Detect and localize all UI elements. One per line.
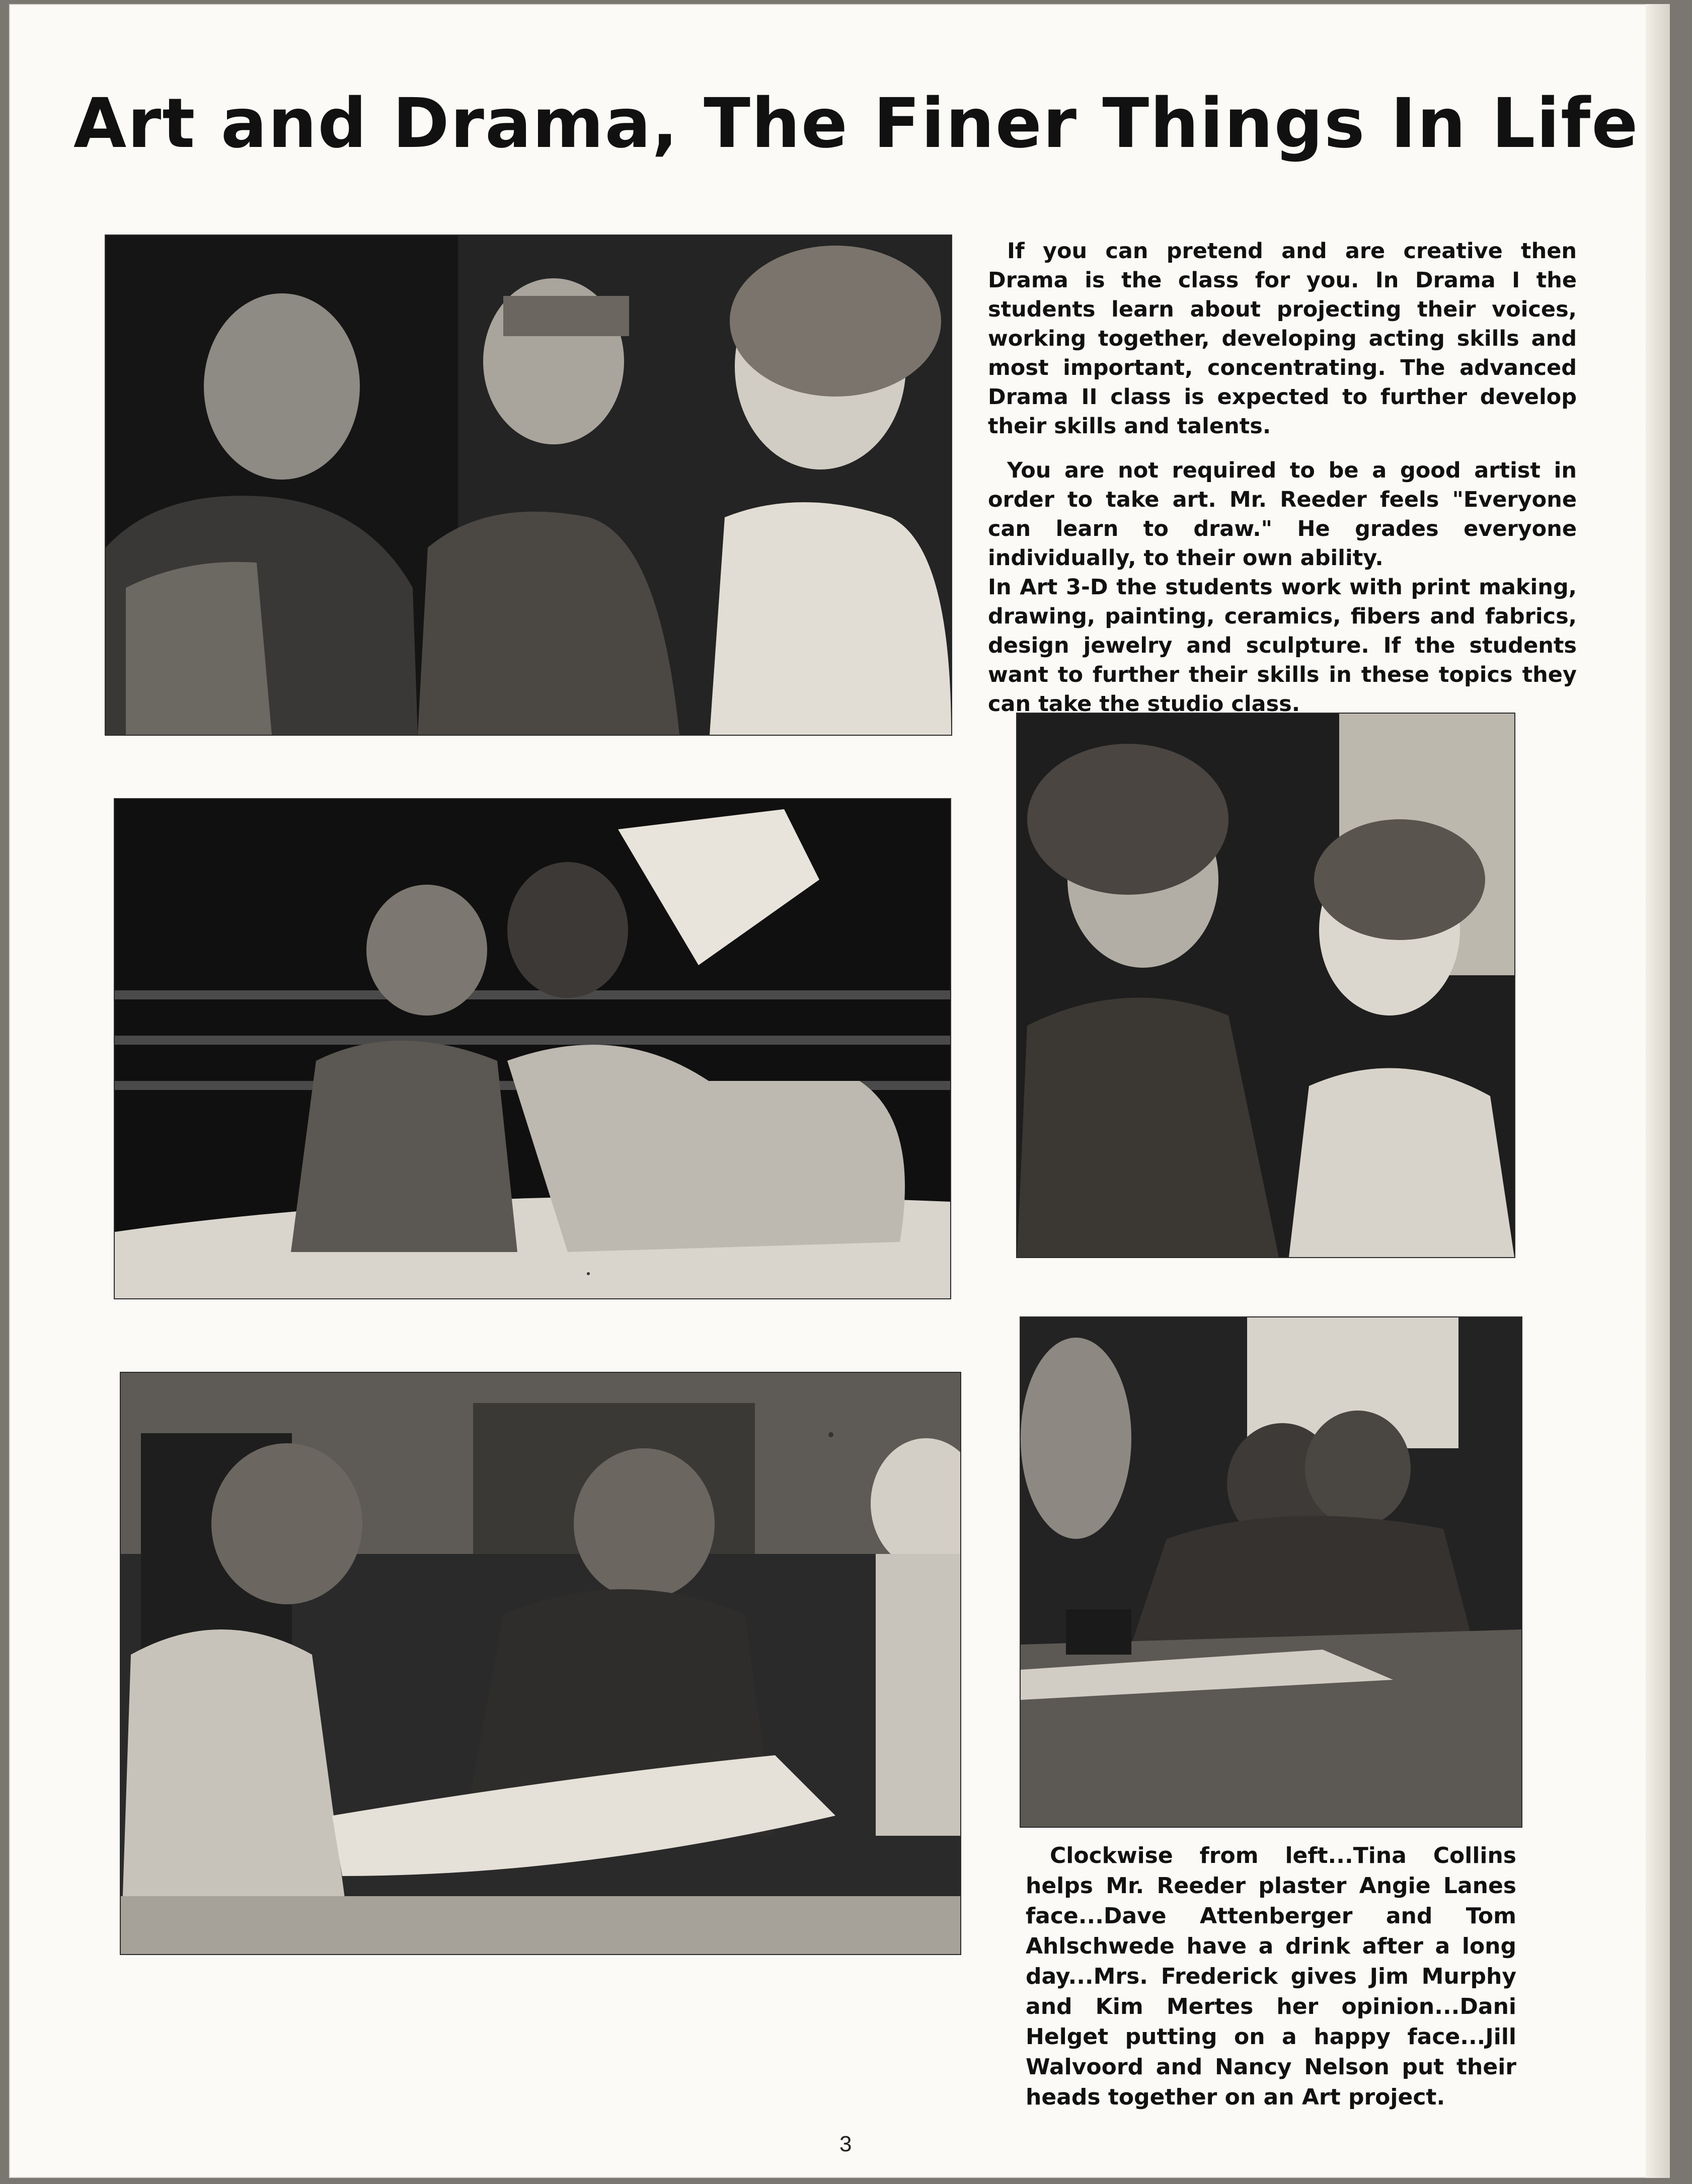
art-paragraph: You are not required to be a good artist in order to take art. Mr. Reeder feels "Everyone can learn to draw." He grades everyone individually, to their own ability.: [988, 458, 1577, 571]
page-binding-edge: [1646, 4, 1670, 2178]
scan-speck: [828, 1432, 833, 1437]
page-number: 3: [839, 2132, 852, 2156]
drama-photo-three-students: [106, 236, 951, 735]
art-3d-paragraph: In Art 3-D the students work with print making, drawing, painting, ceramics, fibers and fabrics, design jewelry and sculpture. If the students want to further their skills in these topics they can take the studio class.: [988, 575, 1577, 717]
article-body: [988, 237, 1577, 734]
page-title: Art and Drama, The Finer Things In Life: [73, 84, 1639, 164]
drama-photo-two-actors-drinking: [115, 799, 950, 1298]
art-photo-plaster-face: [121, 1373, 960, 1954]
drama-paragraph: If you can pretend and are creative then Drama is the class for you. In Drama I the students learn about projecting their voices, working together, developing acting skills and most important, concentrating. The advanced Drama II class is expected to further develop their skills and talents.: [988, 239, 1577, 439]
drama-photo-makeup: [1017, 714, 1514, 1257]
yearbook-page: [9, 4, 1670, 2178]
photo-caption: Clockwise from left...Tina Collins helps Mr. Reeder plaster Angie Lanes face...Dave Attenberger and Tom Ahlschwede have a drink after a long day...Mrs. Frederick gives Jim Murphy and Kim Mertes her opinion...Dani Helget putting on a happy face...Jill Walvoord and Nancy Nelson put their heads together on an Art project.: [1026, 1843, 1516, 2110]
scan-speck: [587, 1272, 590, 1275]
art-photo-students-drawing: [1021, 1317, 1521, 1827]
